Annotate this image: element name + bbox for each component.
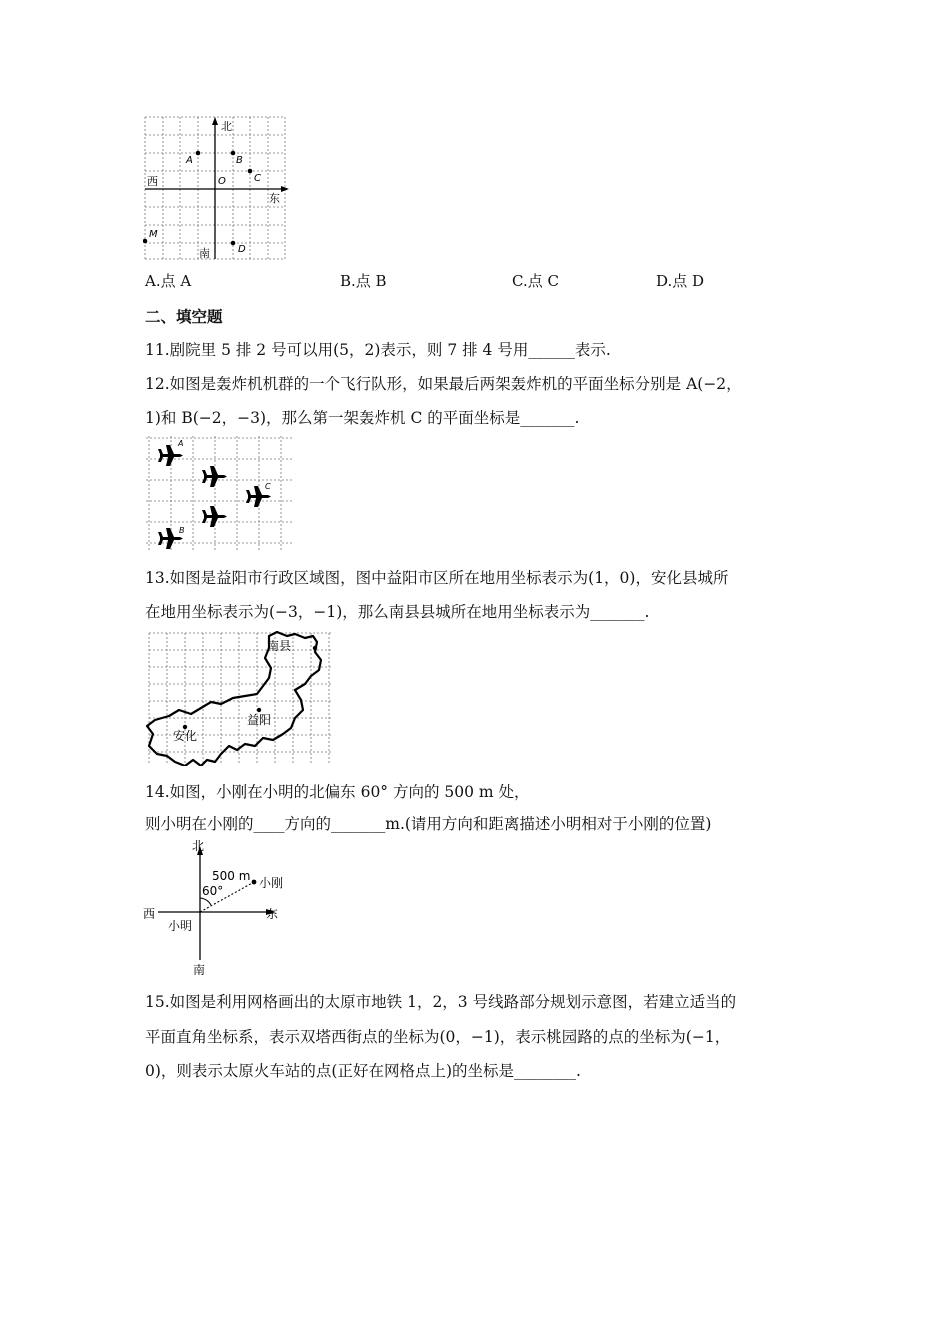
point-a-label: A	[186, 155, 193, 166]
point-c-label: C	[254, 173, 261, 184]
angle-label: 60°	[202, 884, 224, 898]
region-boundary	[147, 632, 321, 766]
question-12-line-2: 1)和 B(−2，−3)，那么第一架轰炸机 C 的平面坐标是_______.	[145, 409, 580, 427]
point-a	[196, 151, 201, 156]
xiaogang-point	[252, 880, 257, 885]
question-12-line-1: 12.如图是轰炸机机群的一个飞行队形，如果最后两架轰炸机的平面坐标分别是 A(−2，	[145, 375, 742, 393]
nanxian-label: 南县	[267, 639, 292, 653]
question-15-line-2: 平面直角坐标系，表示双塔西街点的坐标为(0，−1)，表示桃园路的点的坐标为(−1，	[145, 1028, 731, 1046]
point-b-label: B	[236, 155, 243, 166]
bomber-b-label: B	[179, 526, 185, 535]
question-14-line-2: 则小明在小刚的____方向的_______m.(请用方向和距离描述小明相对于小刚的位置)	[145, 815, 712, 833]
point-d	[231, 241, 236, 246]
yiyang-point	[257, 708, 261, 712]
option-d: D.点 D	[656, 272, 705, 290]
origin-label: O	[218, 176, 226, 187]
section-heading: 二、填空题	[145, 308, 223, 326]
anhua-label: 安化	[173, 729, 198, 743]
option-a: A.点 A	[145, 272, 192, 290]
point-c	[248, 169, 253, 174]
point-b	[231, 151, 236, 156]
question-13-line-1: 13.如图是益阳市行政区域图，图中益阳市区所在地用坐标表示为(1，0)，安化县城所	[145, 569, 729, 587]
question-14-line-1: 14.如图，小刚在小明的北偏东 60° 方向的 500 m 处，	[145, 783, 530, 801]
option-b: B.点 B	[340, 272, 387, 290]
question-13-line-2: 在地用坐标表示为(−3，−1)，那么南县县城所在地用坐标表示为_______.	[145, 603, 650, 621]
direction-figure	[140, 838, 300, 978]
south-label: 南	[193, 963, 206, 977]
compass-grid-figure	[143, 115, 291, 262]
east-label: 东	[269, 192, 280, 205]
nanxian-point	[313, 646, 317, 650]
yiyang-label: 益阳	[247, 713, 272, 727]
north-label: 北	[221, 120, 232, 133]
option-c: C.点 C	[512, 272, 559, 290]
question-15-line-3: 0)，则表示太原火车站的点(正好在网格点上)的坐标是________.	[145, 1062, 581, 1080]
xiaogang-label: 小刚	[259, 876, 284, 890]
south-label: 南	[199, 247, 210, 260]
point-d-label: D	[238, 244, 246, 255]
yiyang-map-figure	[145, 630, 335, 766]
west-label: 西	[143, 907, 156, 921]
west-label: 西	[147, 175, 158, 188]
bomber-a-icon	[158, 445, 183, 466]
east-label: 东	[266, 907, 279, 921]
distance-label: 500 m	[212, 869, 251, 883]
bomber-a-label: A	[178, 439, 184, 448]
question-11: 11.剧院里 5 排 2 号可以用(5，2)表示，则 7 排 4 号用______表示.	[145, 341, 611, 359]
bomber-c-label: C	[265, 482, 271, 491]
xiaoming-label: 小明	[168, 919, 193, 933]
bomber-icon	[202, 506, 227, 527]
north-label: 北	[192, 839, 205, 853]
bomber-formation-figure	[145, 435, 295, 553]
question-15-line-1: 15.如图是利用网格画出的太原市地铁 1，2，3 号线路部分规划示意图，若建立适当的	[145, 993, 737, 1011]
point-m-label: M	[149, 229, 158, 240]
bomber-icon	[202, 466, 227, 487]
